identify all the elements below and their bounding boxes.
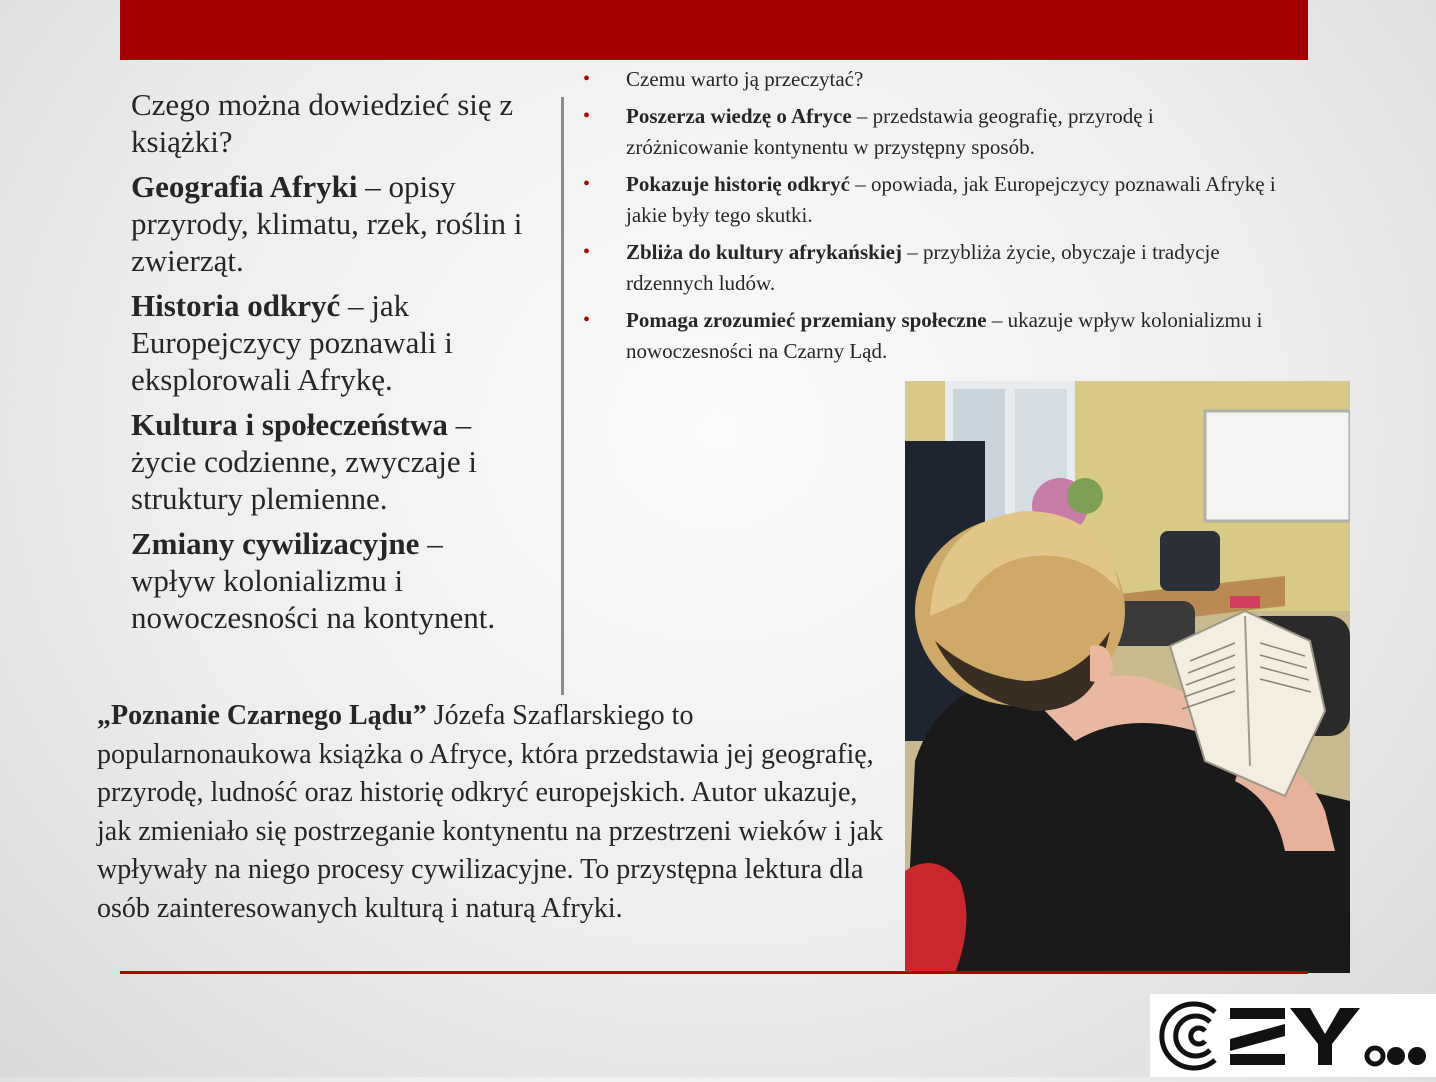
reason-item: [580, 237, 1280, 299]
reason-text: – przedstawia geografię, przyrodę i zróżnicowanie kontynentu w przystępny sposób.: [626, 104, 1154, 159]
bullet-icon: •: [583, 241, 591, 263]
photo-illustration: [905, 381, 1350, 973]
bullet-icon: •: [583, 105, 591, 127]
bottom-rule: [120, 971, 1308, 974]
left-item-text: – jak Europejczycy poznawali i eksplorowali Afrykę.: [131, 288, 453, 397]
left-item-text: – życie codzienne, zwyczaje i struktury plemienne.: [131, 407, 477, 516]
reason-title: Pomaga zrozumieć przemiany społeczne: [626, 308, 987, 332]
bullet-icon: •: [583, 68, 591, 90]
left-item: [131, 287, 531, 398]
left-intro: Czego można dowiedzieć się z książki?: [131, 87, 514, 159]
left-column: [131, 86, 531, 644]
left-item-text: – opisy przyrody, klimatu, rzek, roślin i zwierząt.: [131, 169, 523, 278]
reason-text: – ukazuje wpływ kolonializmu i nowoczesności na Czarny Ląd.: [626, 308, 1263, 363]
left-item-title: Historia odkryć: [131, 288, 341, 323]
header-bar: [120, 0, 1308, 60]
left-item-text: – wpływ kolonializmu i nowoczesności na kontynent.: [131, 526, 496, 635]
reason-title: Poszerza wiedzę o Afryce: [626, 104, 852, 128]
reading-student-photo: [905, 381, 1350, 973]
reason-title: Zbliża do kultury afrykańskiej: [626, 240, 902, 264]
reason-title: Pokazuje historię odkryć: [626, 172, 850, 196]
reasons-heading: [580, 64, 1280, 95]
bullet-icon: •: [583, 309, 591, 331]
reason-text: – przybliża życie, obyczaje i tradycje rdzennych ludów.: [626, 240, 1220, 295]
left-item-title: Kultura i społeczeństwa: [131, 407, 448, 442]
column-divider: [561, 97, 564, 695]
left-item: [131, 406, 531, 517]
reason-text: – opowiada, jak Europejczycy poznawali Afrykę i jakie były tego skutki.: [626, 172, 1276, 227]
logo: [1150, 994, 1436, 1077]
reason-item: [580, 169, 1280, 231]
summary-text: Józefa Szaflarskiego to popularnonaukowa książka o Afryce, która przedstawia jej geografię, przyrodę, ludność oraz historię odkryć europejskich. Autor ukazuje, jak zmieniało się postrzeganie kontynentu na przestrzeni wieków i jak wpływały na niego procesy cywilizacyjne. To przystępna lektura dla osób zainteresowanych kulturą i naturą Afryki.: [97, 700, 884, 924]
left-item: [131, 525, 531, 636]
book-title: „Poznanie Czarnego Lądu”: [97, 700, 427, 731]
left-item-title: Zmiany cywilizacyjne: [131, 526, 420, 561]
reasons-list: [580, 64, 1280, 367]
reasons-heading-text: Czemu warto ją przeczytać?: [626, 67, 864, 91]
right-column: [580, 64, 1280, 373]
left-item-title: Geografia Afryki: [131, 169, 358, 204]
logo-mark-icon: [1150, 994, 1436, 1077]
book-summary: [97, 697, 887, 928]
bullet-icon: •: [583, 173, 591, 195]
reason-item: [580, 305, 1280, 367]
reason-item: [580, 101, 1280, 163]
left-item: [131, 168, 531, 279]
